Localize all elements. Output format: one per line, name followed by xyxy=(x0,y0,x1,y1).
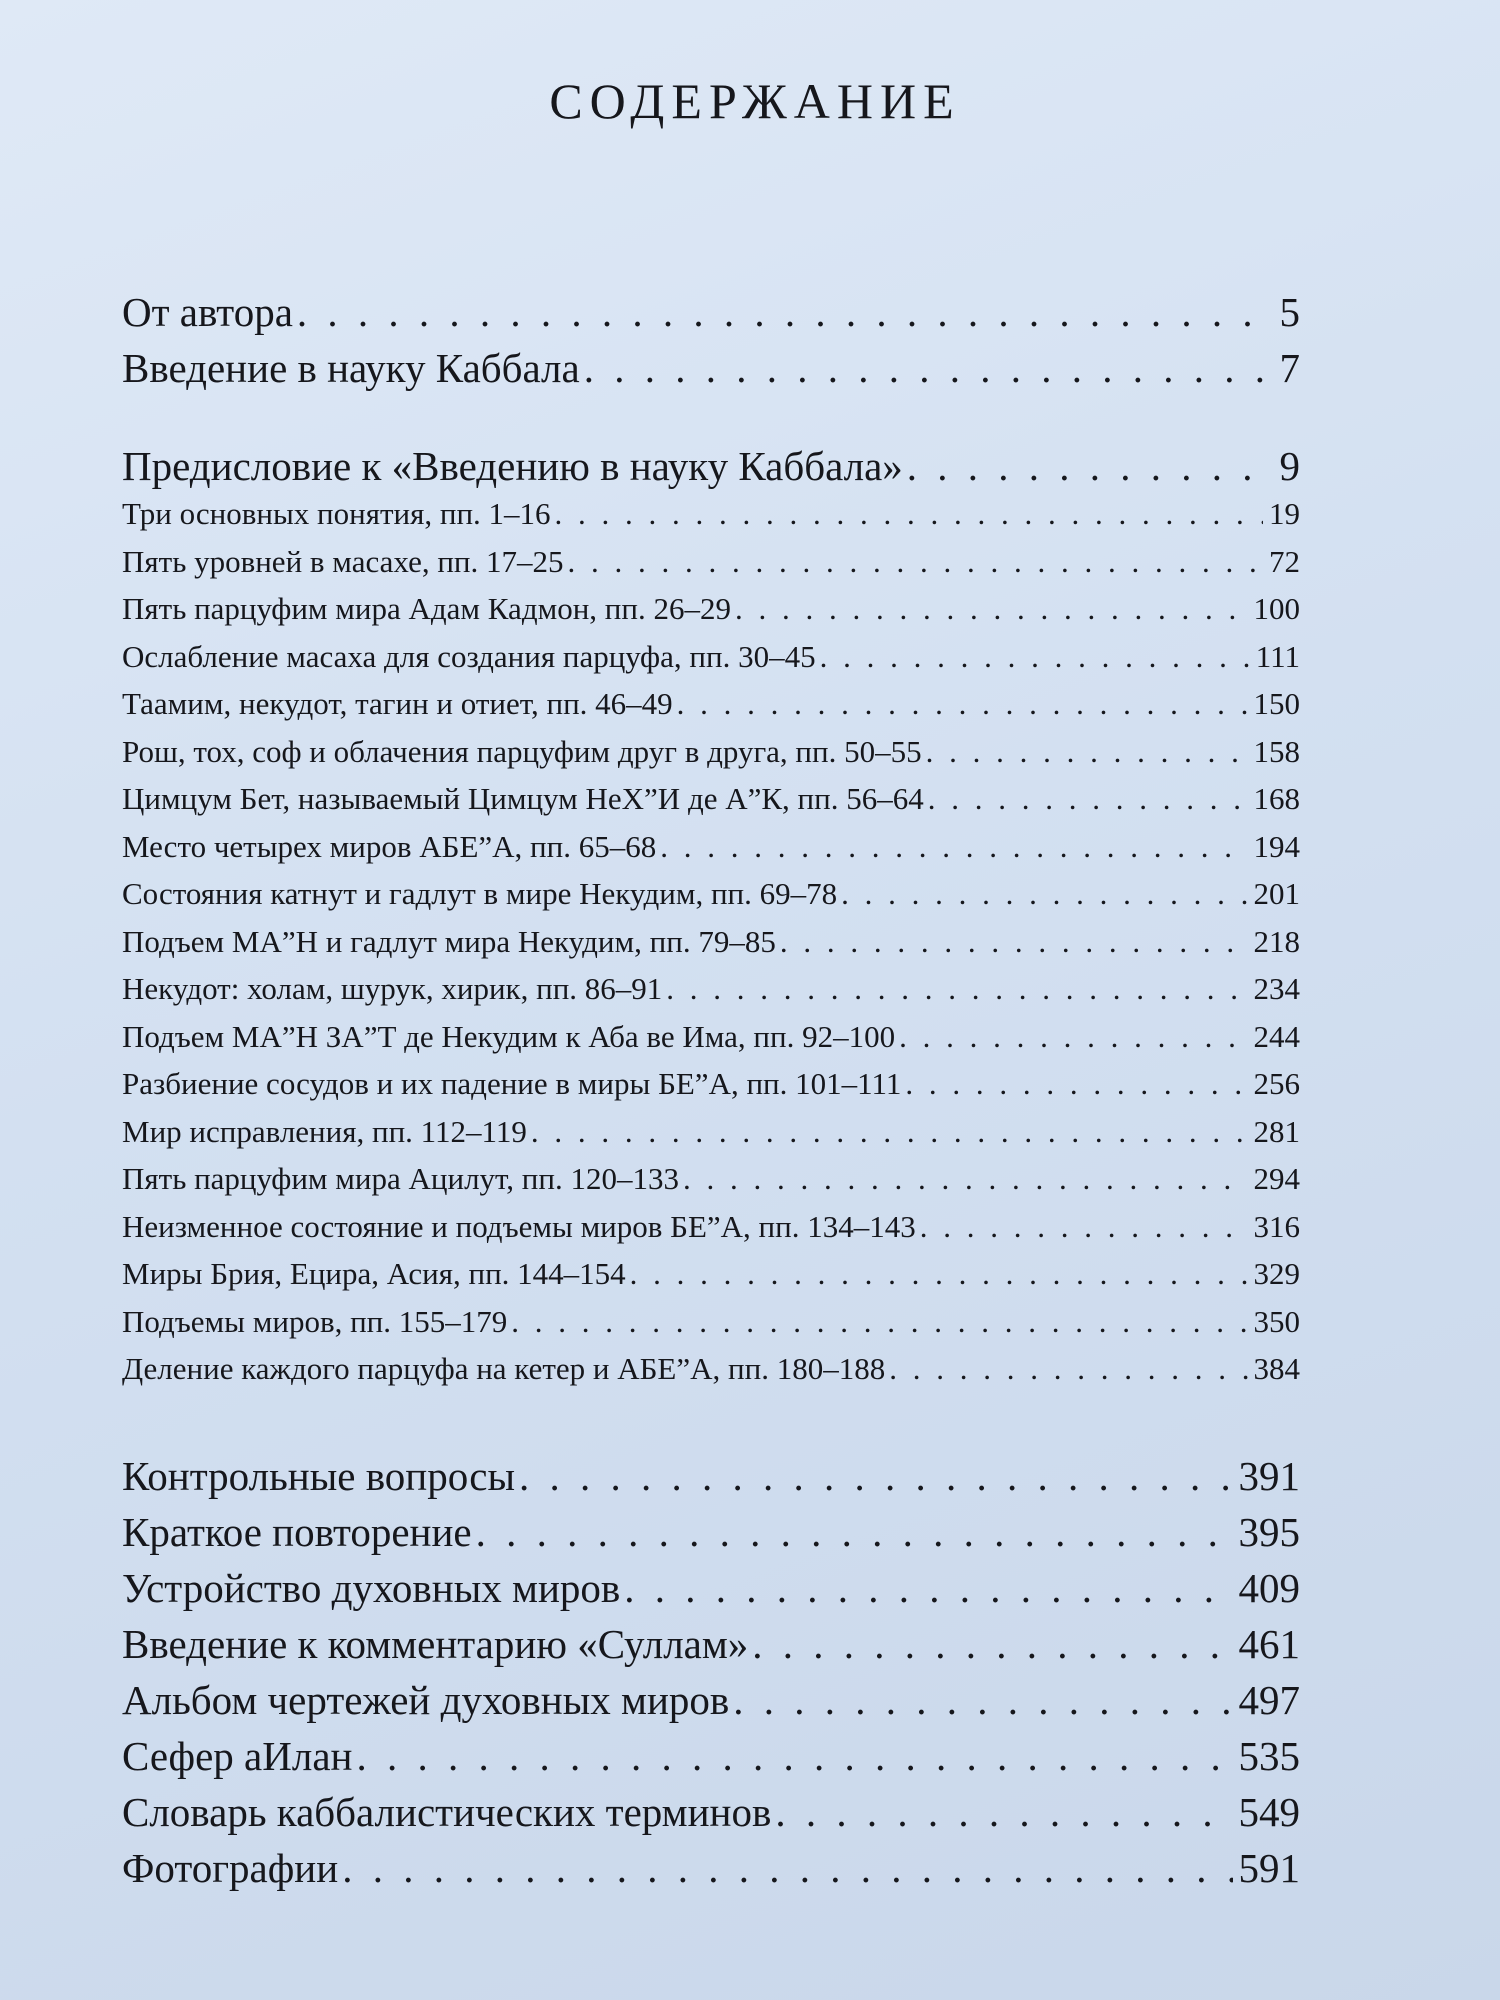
toc-entry-page: 316 xyxy=(1253,1208,1300,1244)
toc-entry-label: Разбиение сосудов и их падение в миры БЕ”А, пп. 101–111 xyxy=(122,1066,902,1101)
leader-dots xyxy=(820,633,1250,681)
toc-entry-page: 218 xyxy=(1253,923,1300,959)
toc-entry-label: Введение в науку Каббала xyxy=(122,345,580,391)
toc-entry xyxy=(122,340,1300,396)
toc-entry xyxy=(122,680,1300,728)
toc-sub-entries xyxy=(122,490,1300,1393)
leader-dots xyxy=(752,1616,1232,1672)
toc-entry xyxy=(122,1250,1300,1298)
toc-entry-label: Альбом чертежей духовных миров xyxy=(122,1677,730,1723)
toc-entry-page: 5 xyxy=(1279,289,1300,335)
leader-dots xyxy=(666,965,1247,1013)
toc-entry-page: 461 xyxy=(1238,1621,1300,1667)
toc-entry xyxy=(122,633,1300,681)
leader-dots xyxy=(735,585,1248,633)
toc-top-group xyxy=(122,284,1300,396)
toc-entry-page: 244 xyxy=(1253,1018,1300,1054)
toc-entry-page: 391 xyxy=(1238,1453,1300,1499)
toc-entry-label: Рош, тох, соф и облачения парцуфим друг в друга, пп. 50–55 xyxy=(122,733,922,769)
leader-dots xyxy=(555,490,1263,538)
leader-dots xyxy=(624,1560,1232,1616)
toc-preface-group xyxy=(122,438,1300,494)
toc-entry xyxy=(122,1840,1300,1896)
toc-entry-label: Краткое повторение xyxy=(122,1509,472,1555)
toc-entry-page: 591 xyxy=(1238,1845,1300,1891)
toc-entry xyxy=(122,918,1300,966)
toc-entry-page: 350 xyxy=(1253,1303,1300,1339)
toc-entry-label: Неизменное состояние и подъемы миров БЕ”А, пп. 134–143 xyxy=(122,1208,916,1244)
toc-entry-page: 158 xyxy=(1253,733,1300,769)
toc-entry-preface xyxy=(122,438,1300,494)
toc-entry-page: 395 xyxy=(1238,1509,1300,1555)
toc-entry-label: Словарь каббалистических терминов xyxy=(122,1789,772,1835)
toc-entry xyxy=(122,1013,1300,1061)
toc-entry-page: 294 xyxy=(1253,1161,1300,1196)
toc-entry-label: Введение к комментарию «Суллам» xyxy=(122,1621,749,1667)
leader-dots xyxy=(630,1250,1248,1298)
toc-entry-page: 168 xyxy=(1253,781,1300,816)
leader-dots xyxy=(356,1728,1232,1784)
toc-entry xyxy=(122,585,1300,633)
toc-bottom-group xyxy=(122,1448,1300,1896)
toc-entry xyxy=(122,728,1300,776)
toc-entry xyxy=(122,965,1300,1013)
leader-dots xyxy=(519,1448,1232,1504)
leader-dots xyxy=(342,1840,1232,1896)
leader-dots xyxy=(775,1784,1232,1840)
toc-entry xyxy=(122,1345,1300,1393)
toc-entry-label: Пять уровней в масахе, пп. 17–25 xyxy=(122,543,564,579)
toc-entry xyxy=(122,1784,1300,1840)
leader-dots xyxy=(780,918,1248,966)
toc-entry-label: Три основных понятия, пп. 1–16 xyxy=(122,496,551,531)
leader-dots xyxy=(511,1298,1247,1346)
toc-entry-label: Место четырех миров АБЕ”А, пп. 65–68 xyxy=(122,828,657,864)
toc-entry xyxy=(122,1728,1300,1784)
toc-entry-page: 234 xyxy=(1253,971,1300,1006)
leader-dots xyxy=(677,680,1248,728)
toc-entry-label: Подъем МА”Н и гадлут мира Некудим, пп. 79–85 xyxy=(122,923,776,959)
toc-entry xyxy=(122,823,1300,871)
leader-dots xyxy=(920,1203,1248,1251)
toc-entry-label: Фотографии xyxy=(122,1845,339,1891)
toc-entry-page: 111 xyxy=(1255,638,1300,674)
toc-entry xyxy=(122,1298,1300,1346)
leader-dots xyxy=(660,823,1247,871)
toc-entry-label: Таамим, некудот, тагин и отиет, пп. 46–49 xyxy=(122,686,673,721)
toc-entry xyxy=(122,284,1300,340)
toc-entry xyxy=(122,1155,1300,1203)
toc-entry-page: 7 xyxy=(1279,345,1300,391)
toc-entry-page: 329 xyxy=(1253,1256,1300,1291)
toc-entry-label: Миры Брия, Ецира, Асия, пп. 144–154 xyxy=(122,1256,626,1291)
toc-entry-page: 19 xyxy=(1269,496,1300,531)
toc-entry-label: Состояния катнут и гадлут в мире Некудим, пп. 69–78 xyxy=(122,876,838,911)
toc-entry-label: Пять парцуфим мира Ацилут, пп. 120–133 xyxy=(122,1161,679,1196)
toc-entry-page: 194 xyxy=(1253,828,1300,864)
toc-entry xyxy=(122,1203,1300,1251)
leader-dots xyxy=(907,438,1274,494)
leader-dots xyxy=(926,728,1248,776)
toc-entry-page: 549 xyxy=(1238,1789,1300,1835)
leader-dots xyxy=(899,1013,1247,1061)
toc-entry-page: 256 xyxy=(1253,1066,1300,1101)
toc-entry-label: Подъемы миров, пп. 155–179 xyxy=(122,1303,508,1339)
toc-entry xyxy=(122,490,1300,538)
toc-entry xyxy=(122,870,1300,918)
toc-entry-label: Контрольные вопросы xyxy=(122,1453,516,1499)
leader-dots xyxy=(889,1345,1247,1393)
toc-entry-label: Мир исправления, пп. 112–119 xyxy=(122,1113,527,1149)
toc-entry xyxy=(122,1448,1300,1504)
toc-entry-page: 497 xyxy=(1238,1677,1300,1723)
leader-dots xyxy=(733,1672,1232,1728)
toc-entry xyxy=(122,1560,1300,1616)
toc-entry-label: Цимцум Бет, называемый Цимцум НеХ”И де А”К, пп. 56–64 xyxy=(122,781,924,816)
toc-entry-page: 409 xyxy=(1238,1565,1300,1611)
toc-entry-page: 9 xyxy=(1279,443,1300,489)
toc-entry-page: 535 xyxy=(1238,1733,1300,1779)
toc-entry-label: Устройство духовных миров xyxy=(122,1565,621,1611)
toc-entry-page: 100 xyxy=(1253,591,1300,626)
toc-entry xyxy=(122,538,1300,586)
toc-entry-label: Сефер аИлан xyxy=(122,1733,353,1779)
leader-dots xyxy=(683,1155,1248,1203)
toc-entry-page: 72 xyxy=(1269,543,1300,579)
toc-entry-label: Ослабление масаха для создания парцуфа, пп. 30–45 xyxy=(122,638,816,674)
toc-entry-label: От автора xyxy=(122,289,293,335)
leader-dots xyxy=(905,1060,1247,1108)
toc-entry-label: Предисловие к «Введению в науку Каббала» xyxy=(122,443,903,489)
toc-entry-page: 201 xyxy=(1253,876,1300,911)
toc-entry-page: 281 xyxy=(1253,1113,1300,1149)
toc-entry-label: Некудот: холам, шурук, хирик, пп. 86–91 xyxy=(122,971,663,1006)
leader-dots xyxy=(928,775,1248,823)
toc-entry xyxy=(122,1108,1300,1156)
toc-entry xyxy=(122,1060,1300,1108)
toc-entry xyxy=(122,775,1300,823)
leader-dots xyxy=(841,870,1247,918)
leader-dots xyxy=(476,1504,1233,1560)
toc-entry xyxy=(122,1504,1300,1560)
toc-entry xyxy=(122,1616,1300,1672)
leader-dots xyxy=(568,538,1263,586)
toc-entry xyxy=(122,1672,1300,1728)
toc-entry-label: Пять парцуфим мира Адам Кадмон, пп. 26–29 xyxy=(122,591,731,626)
toc-entry-label: Подъем МА”Н ЗА”Т де Некудим к Аба ве Има, пп. 92–100 xyxy=(122,1018,896,1054)
leader-dots xyxy=(584,340,1274,396)
toc-entry-page: 150 xyxy=(1253,686,1300,721)
page-title: СОДЕРЖАНИЕ xyxy=(549,73,961,129)
toc-entry-page: 384 xyxy=(1253,1351,1300,1386)
leader-dots xyxy=(531,1108,1248,1156)
toc-entry-label: Деление каждого парцуфа на кетер и АБЕ”А, пп. 180–188 xyxy=(122,1351,886,1386)
leader-dots xyxy=(297,284,1274,340)
